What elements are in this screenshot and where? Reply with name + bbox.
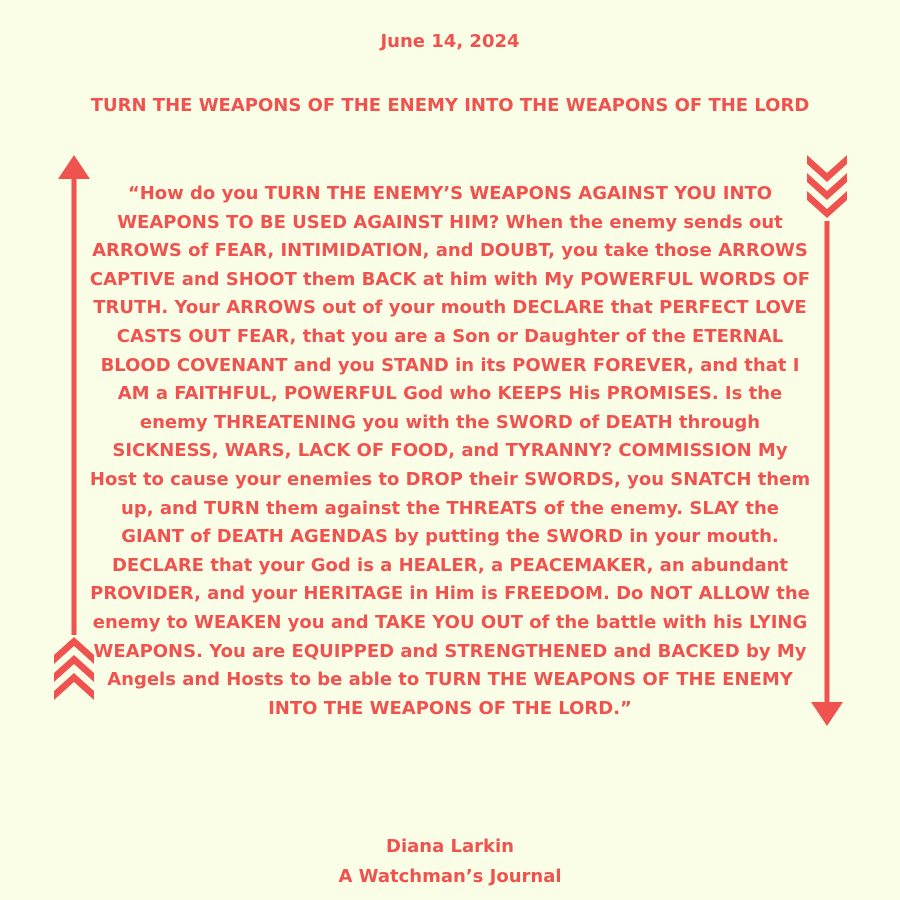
author-name: Diana Larkin: [386, 836, 514, 857]
author-block: [0, 832, 900, 892]
publication-name: A Watchman’s Journal: [338, 866, 562, 887]
quote-text: “How do you TURN THE ENEMY’S WEAPONS AGAINST YOU INTO WEAPONS TO BE USED AGAINST HIM? When the enemy sends out ARROWS of FEAR, INTIMIDATION, and DOUBT, you take those ARROWS CAPTIVE and SHOOT them BACK at him with My POWERFUL WORDS OF TRUTH. Your ARROWS out of your mouth DECLARE that PERFECT LOVE CASTS OUT FEAR, that you are a Son or Daughter of the ETERNAL BLOOD COVENANT and you STAND in its POWER FOREVER, and that I AM a FAITHFUL, POWERFUL God who KEEPS His PROMISES. Is the enemy THREATENING you with the SWORD of DEATH through SICKNESS, WARS, LACK OF FOOD, and TYRANNY? COMMISSION My Host to cause your enemies to DROP their SWORDS, you SNATCH them up, and TURN them against the THREATS of the enemy. SLAY the GIANT of DEATH AGENDAS by putting the SWORD in your mouth. DECLARE that your God is a HEALER, a PEACEMAKER, an abundant PROVIDER, and your HERITAGE in Him is FREEDOM. Do NOT ALLOW the enemy to WEAKEN you and TAKE YOU OUT of the battle with his LYING WEAPONS. You are EQUIPPED and STRENGTHENED and BACKED by My Angels and Hosts to be able to TURN THE WEAPONS OF THE ENEMY INTO THE WEAPONS OF THE LORD.”: [89, 183, 811, 719]
page-title: TURN THE WEAPONS OF THE ENEMY INTO THE WEAPONS OF THE LORD: [90, 95, 810, 116]
post-date: June 14, 2024: [380, 31, 520, 52]
